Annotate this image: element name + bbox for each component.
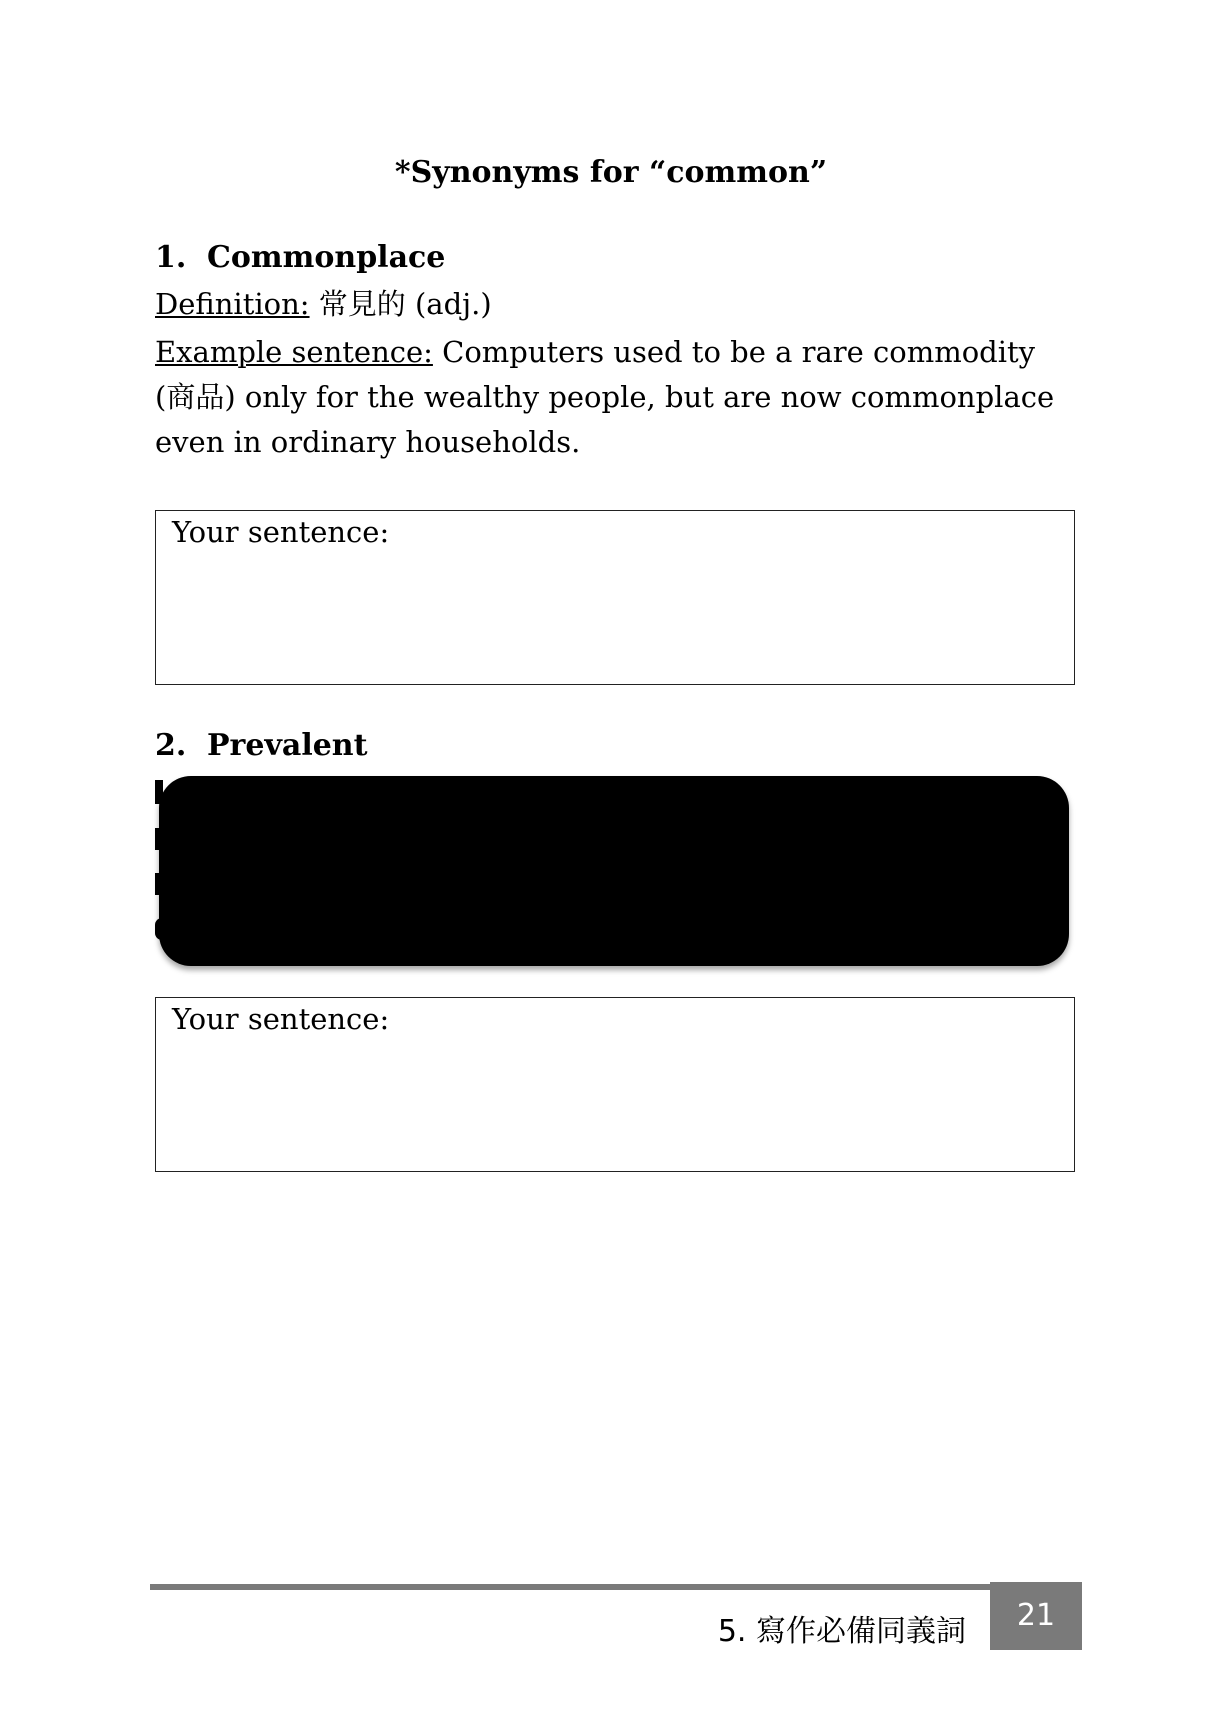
entry-word: Commonplace <box>207 240 446 275</box>
your-sentence-box-2[interactable] <box>155 997 1075 1172</box>
definition-label: Definition: <box>155 287 310 321</box>
entry-heading-prevalent <box>155 728 367 763</box>
your-sentence-label: Your sentence: <box>172 1002 390 1036</box>
entry-heading-commonplace <box>155 240 445 275</box>
definition-line <box>155 282 1075 327</box>
your-sentence-box-1[interactable] <box>155 510 1075 685</box>
footer-chapter-title: 5. 寫作必備同義詞 <box>717 1614 966 1649</box>
entry-number: 2. <box>155 728 187 763</box>
definition-text: 常見的 (adj.) <box>309 287 492 321</box>
page-number: 21 <box>990 1582 1082 1650</box>
example-label: Example sentence: <box>155 335 433 369</box>
footer-rule <box>150 1584 990 1590</box>
your-sentence-label: Your sentence: <box>172 515 390 549</box>
redaction-block <box>159 776 1069 966</box>
example-text: Computers used to be a rare commodity (商品) only for the wealthy people, but are now commonplace even in ordinary households. <box>155 335 1055 459</box>
page-title: *Synonyms for “common” <box>394 155 828 190</box>
entry-word: Prevalent <box>207 728 368 763</box>
example-paragraph <box>155 330 1075 465</box>
entry-number: 1. <box>155 240 187 275</box>
